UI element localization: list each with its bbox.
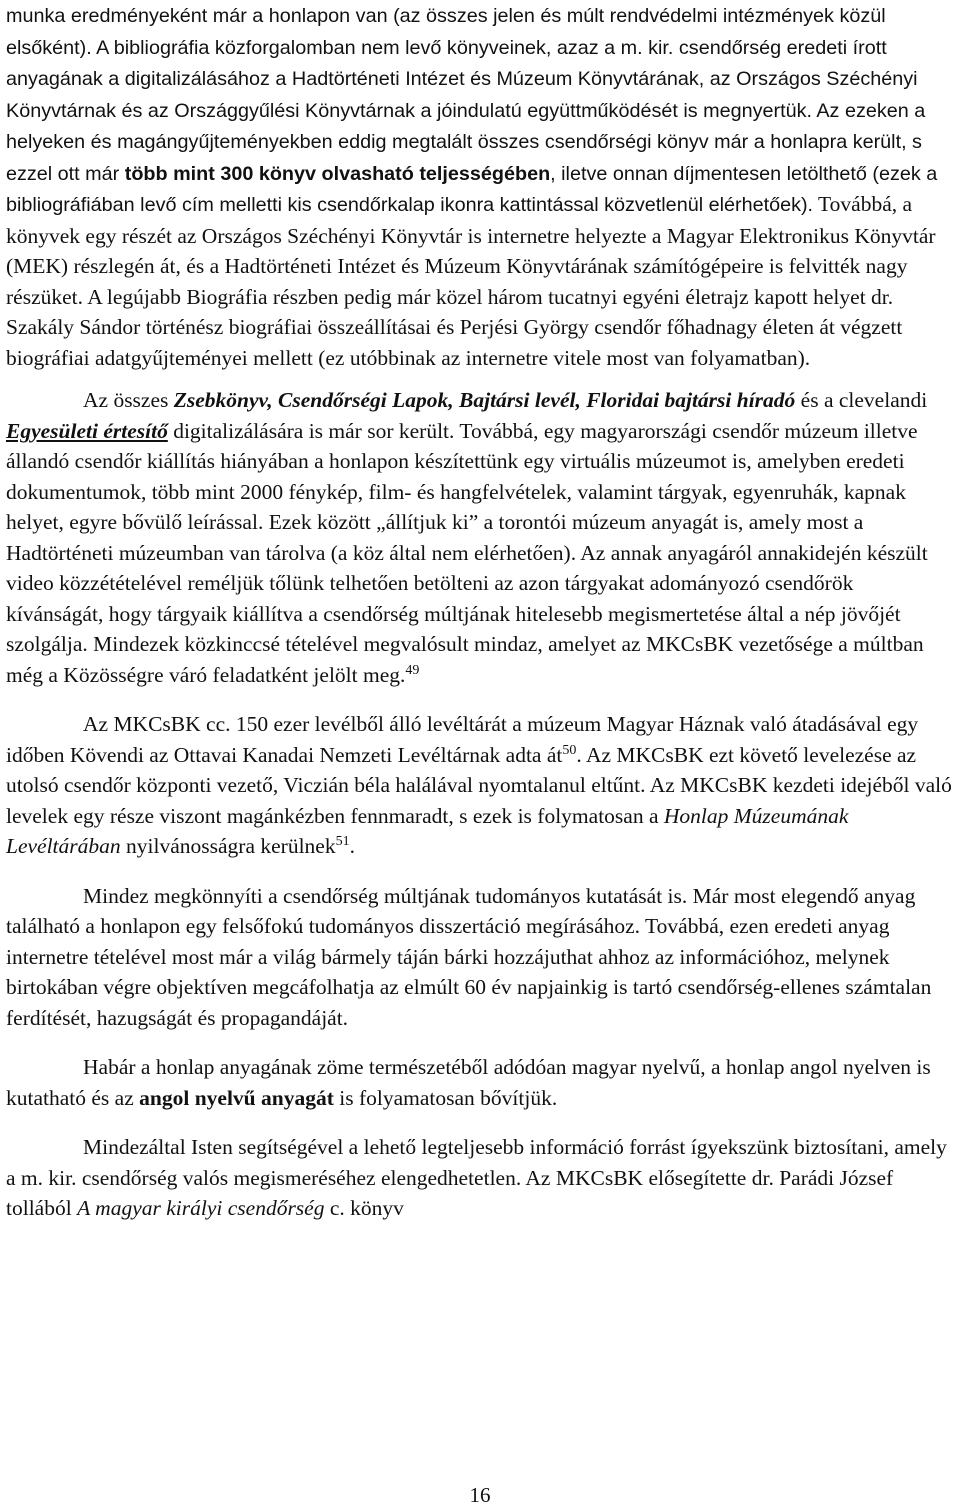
paragraph-6-text-2: c. könyv bbox=[324, 1196, 404, 1220]
paragraph-5 bbox=[6, 1052, 956, 1113]
paragraph-2-text: Az összes bbox=[83, 388, 174, 412]
italic-book-title: A magyar királyi csendőrség bbox=[77, 1196, 325, 1220]
paragraph-1-serif-part: Továbbá, a könyvek egy részét az Országos Széchényi Könyvtár is internetre helyezte a Magyar Elektronikus Könyvtár (MEK) részlegén át, és a Hadtörténeti Intézet és Múzeum Könyvtárának számítógépeire is felvitték nagy részüket. A legújabb Biográfia részben pedig már közel három tucatnyi egyéni életrajz kapott helyet dr. Szakály Sándor történész biográfiai összeállításai és Perjési György csendőr főhadnagy életen át végzett biográfiai adatgyűjteményei mellett (ez utóbbinak az internetre vitele most van folyamatban). bbox=[6, 192, 936, 370]
paragraph-5-text-2: is folyamatosan bővítjük. bbox=[333, 1085, 558, 1110]
paragraph-1-sans-part-2: , iletve onnan díjmentesen letölthető (ezek a bibliográfiában levő cím melletti kis csendőrkalap ikonra kattintással közvetlenül elérhetőek). bbox=[6, 162, 938, 216]
publication-titles: Zsebkönyv, Csendőrségi Lapok, Bajtársi levél, Floridai bajtársi híradó bbox=[173, 388, 796, 412]
paragraph-1-sans-part: munka eredményeként már a honlapon van (az összes jelen és múlt rendvédelmi intézmények közül elsőként). A bibliográfia közforgalomban nem levő könyveinek, azaz a m. kir. csendőrség eredeti írott anyagának a digitalizálásához a Hadtörténeti Intézet és Múzeum Könyvtárának, az Országos Széchényi Könyvtárnak és az Országgyűlési Könyvtárnak a jóindulatú együttműködését is megnyertük. Az ezeken a helyeken és magángyűjteményekben eddig megtalált összes csendőrségi könyv már a honlapra került, s ezzel ott már bbox=[6, 5, 926, 185]
footnote-ref-51: 51 bbox=[335, 834, 350, 849]
paragraph-3 bbox=[6, 709, 956, 862]
paragraph-6 bbox=[6, 1132, 956, 1224]
paragraph-3-text-4: . bbox=[349, 834, 355, 858]
paragraph-3-text-3: nyilvánosságra kerülnek bbox=[120, 834, 336, 858]
italic-archive-name: Honlap Múzeumának Levéltárában bbox=[6, 803, 849, 858]
paragraph-5-text: Habár a honlap anyagának zöme természetéből adódóan magyar nyelvű, a honlap angol nyelven is kutatható és az bbox=[6, 1055, 931, 1110]
bold-english-material: angol nyelvű anyagát bbox=[139, 1085, 334, 1110]
footnote-ref-49: 49 bbox=[405, 662, 420, 678]
paragraph-2-text-3: digitalizálására is már sor került. Továbbá, egy magyarországi csendőr múzeum illetve állandó csendőr kiállítás hiányában a honlapon készítettünk egy virtuális múzeumot is, amelyben eredeti dokumentumok, több mint 2000 fénykép, film- és hangfelvételek, valamint tárgyak, egyenruhák, kapnak helyet, egyre bővülő leírással. Ezek között „állítjuk ki” a torontói múzeum anyagát is, amely most a Hadtörténeti múzeumban van tárolva (a köz által nem elérhetően). Az annak anyagáról annakidején készült video közzétételével reméljük tőlünk telhetően betölteni az azon tárgyakat adományozó csendőrök kívánságát, hogy tárgyaik kiállítva a csendőrség múltjának hitelesebb megismertetése által a nép jövőjét szolgálja. Mindezek közkinccsé tételével megvalósult mindaz, amelyet az MKCsBK vezetősége a múltban még a Közösségre váró feladatként jelölt meg. bbox=[6, 418, 928, 687]
paragraph-2 bbox=[6, 385, 956, 690]
footnote-ref-50: 50 bbox=[562, 742, 577, 758]
paragraph-6-text: Mindezáltal Isten segítségével a lehető legteljesebb információ forrást ígyekszünk biztosítani, amely a m. kir. csendőrség valós megismeréséhez elengedhetetlen. Az MKCsBK elősegítette dr. Parádi József tollából bbox=[6, 1135, 947, 1220]
page-number: 16 bbox=[469, 1483, 491, 1507]
body-text bbox=[6, 0, 956, 1224]
paragraph-2-text-2: és a clevelandi bbox=[795, 388, 928, 412]
bold-phrase: több mint 300 könyv olvasható teljességében bbox=[124, 162, 551, 185]
paragraph-1 bbox=[6, 0, 956, 373]
publication-title-ertesito: Egyesületi értesítő bbox=[6, 418, 168, 443]
paragraph-3-text-2: . Az MKCsBK ezt követő levelezése az utolsó csendőr központi vezető, Viczián béla halálával nyomtalanul eltűnt. Az MKCsBK kezdeti idejéből való levelek egy része viszont magánkézben fennmaradt, s ezek is folymatosan a bbox=[6, 742, 952, 828]
paragraph-3-text: Az MKCsBK cc. 150 ezer levélből álló levéltárát a múzeum Magyar Háznak való átadásával egy időben Kövendi az Ottavai Kanadai Nemzeti Levéltárnak adta át bbox=[6, 712, 919, 767]
paragraph-4: Mindez megkönnyíti a csendőrség múltjának tudományos kutatását is. Már most elegendő anyag található a honlapon egy felsőfokú tudományos disszertáció megírásához. Továbbá, ezen eredeti anyag internetre tételével most már a világ bármely táján bárki hozzájuthat ahhoz az információhoz, melynek birtokában végre objektíven megcáfolhatja az elmúlt 60 év napjainkig is tartó csendőrség-ellenes számtalan ferdítését, hazugságát és propagandáját. bbox=[6, 883, 932, 1030]
